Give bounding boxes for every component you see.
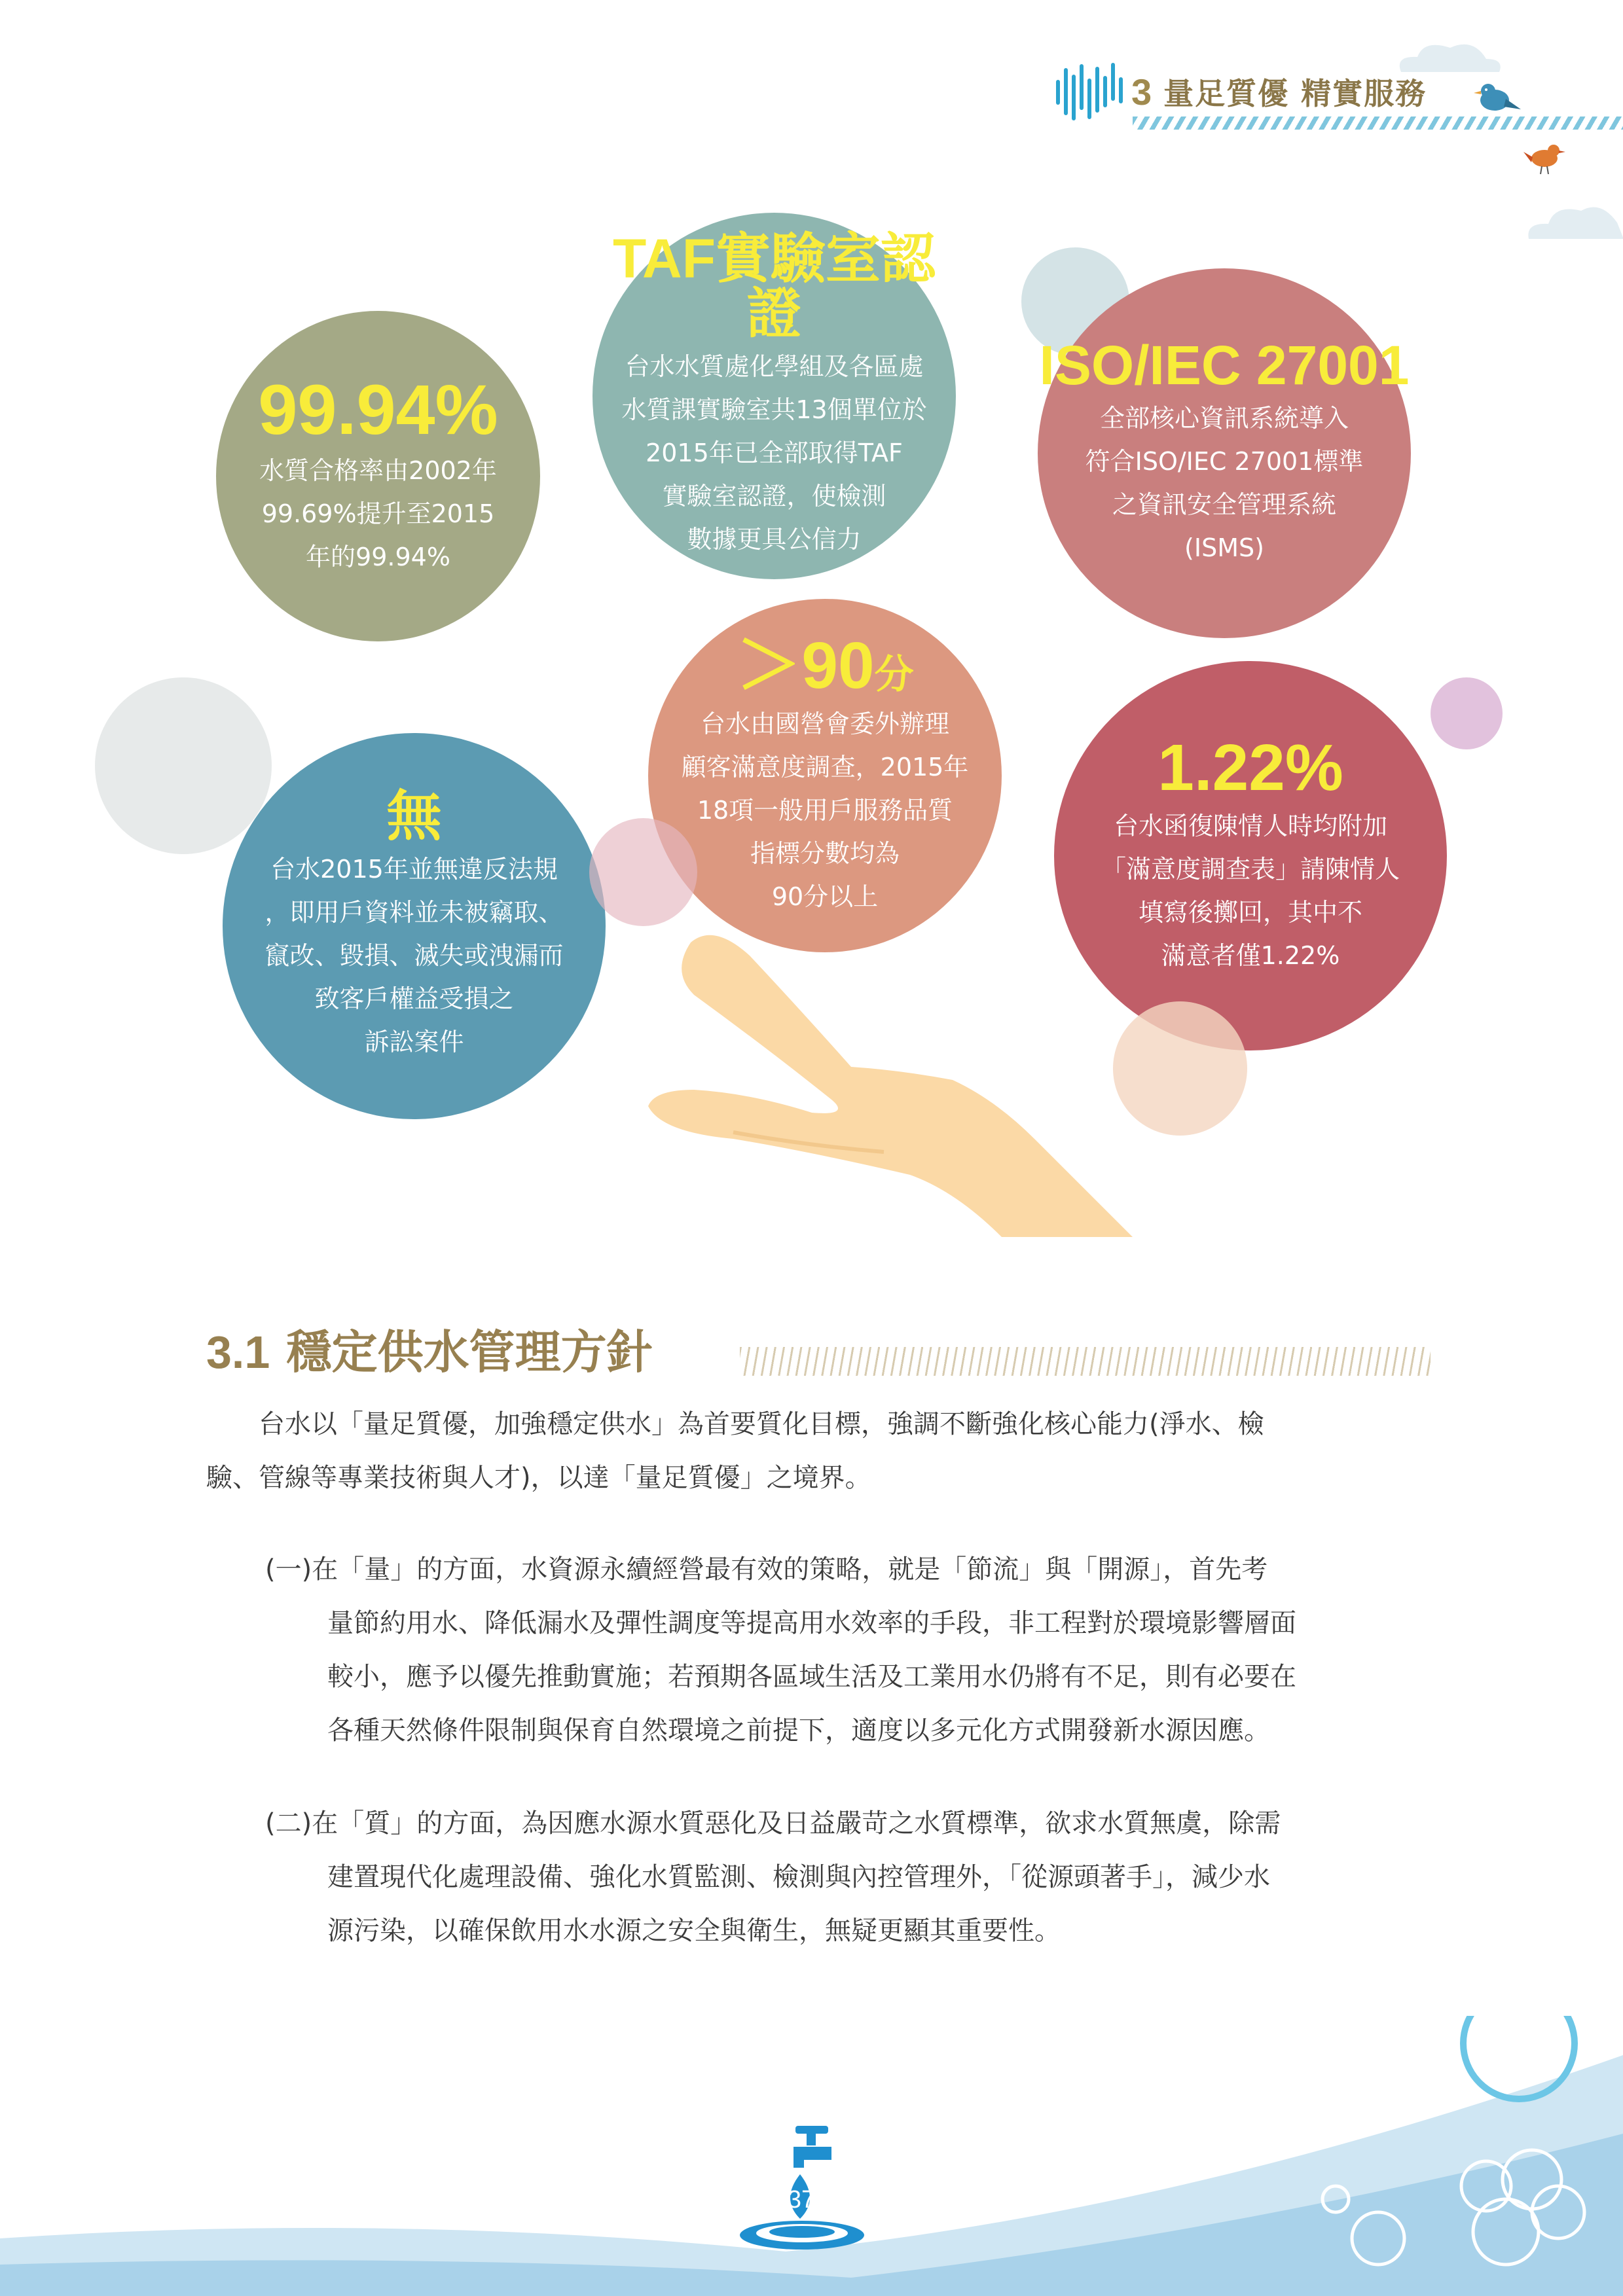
score-value: ＞90 [736,629,875,702]
chapter-title: 量足質優 精實服務 [1163,76,1427,111]
cloud-icon-2 [1525,196,1623,242]
bubble-body: 水質合格率由2002年 99.69%提升至2015 年的99.94% [259,456,497,571]
section-title-rule [740,1347,1431,1376]
bubble-headline: 1.22% [1158,730,1343,804]
policy-item-quality [265,1797,1434,1958]
stat-bubble-none [223,733,606,1119]
cloud-icon [1388,36,1506,75]
page-number: 37 [787,2186,816,2214]
score-unit: 分 [874,653,914,696]
bubble-body: 台水2015年並無違反法規 ，即用戶資料並未被竊取、 竄改、毀損、滅失或洩漏而 致客戶權益受損之 訴訟案件 [264,855,564,1056]
item-line: (一)在「量」的方面，水資源永續經營最有效的策略，就是「節流」與「開源」，首先考 [265,1554,1268,1585]
bubble-headline: TAF實驗室認證 [612,228,936,344]
intro-line-1: 台水以「量足質優，加強穩定供水」為首要質化目標，強調不斷強化核心能力(淨水、檢 [259,1409,1264,1439]
bubble-body: 台水水質處化學組及各區處 水質課實驗室共13個單位於 2015年已全部取得TAF 實驗室認證，使檢測 數據更具公信力 [621,352,927,554]
deco-circle [95,677,272,854]
stat-bubble-taf [593,213,956,579]
deco-circle [589,818,697,926]
bubble-headline: 無 [386,785,442,847]
item-line: 源污染，以確保飲用水水源之安全與衛生，無疑更顯其重要性。 [327,1916,1061,1946]
item-line: 各種天然條件限制與保育自然環境之前提下，適度以多元化方式開發新水源因應。 [327,1715,1270,1746]
chapter-number: 3 [1131,71,1152,113]
stat-bubble-dissatisfied [1054,661,1447,1050]
bubble-body: 全部核心資訊系統導入 符合ISO/IEC 27001標準 之資訊安全管理系統 (ISMS) [1085,403,1364,562]
bubble-headline [736,629,914,702]
policy-item-quantity [265,1543,1434,1757]
section-number: 3.1 [206,1327,270,1378]
orange-bird-icon [1522,137,1568,177]
bubble-body: 台水由國營會委外辦理 顧客滿意度調查，2015年 18項一般用戶服務品質 指標分數均為 90分以上 [681,709,969,911]
chapter-header [1054,62,1427,121]
intro-paragraph [206,1397,1434,1505]
hand-illustration [635,916,1146,1244]
stat-bubble-iso [1038,268,1411,638]
item-line: 建置現代化處理設備、強化水質監測、檢測與內控管理外，「從源頭著手」，減少水 [327,1862,1270,1892]
item-line: 較小，應予以優先推動實施；若預期各區域生活及工業用水仍將有不足，則有必要在 [327,1662,1296,1692]
intro-line-2: 驗、管線等專業技術與人才)，以達「量足質優」之境界。 [206,1463,871,1493]
deco-circle [1431,677,1503,749]
bubble-headline: 99.94% [258,369,498,449]
item-line: 量節約用水、降低漏水及彈性調度等提高用水效率的手段，非工程對於環境影響層面 [327,1608,1296,1638]
stat-bubble-score [648,599,1002,952]
section-title-text: 穩定供水管理方針 [285,1325,653,1379]
blue-bird-icon [1470,75,1522,121]
bubble-headline: ISO/IEC 27001 [1039,334,1410,396]
stat-bubble-quality-rate [216,311,540,641]
bubble-body: 台水函復陳情人時均附加 「滿意度調查表」請陳情人 填寫後擲回，其中不 滿意者僅1.22% [1101,811,1400,970]
deco-circle [1113,1001,1247,1136]
header-stripe [1133,117,1623,130]
sound-wave-icon [1054,62,1126,121]
item-line: (二)在「質」的方面，為因應水源水質惡化及日益嚴苛之水質標準，欲求水質無虞，除需 [265,1808,1281,1839]
section-title [206,1316,653,1382]
